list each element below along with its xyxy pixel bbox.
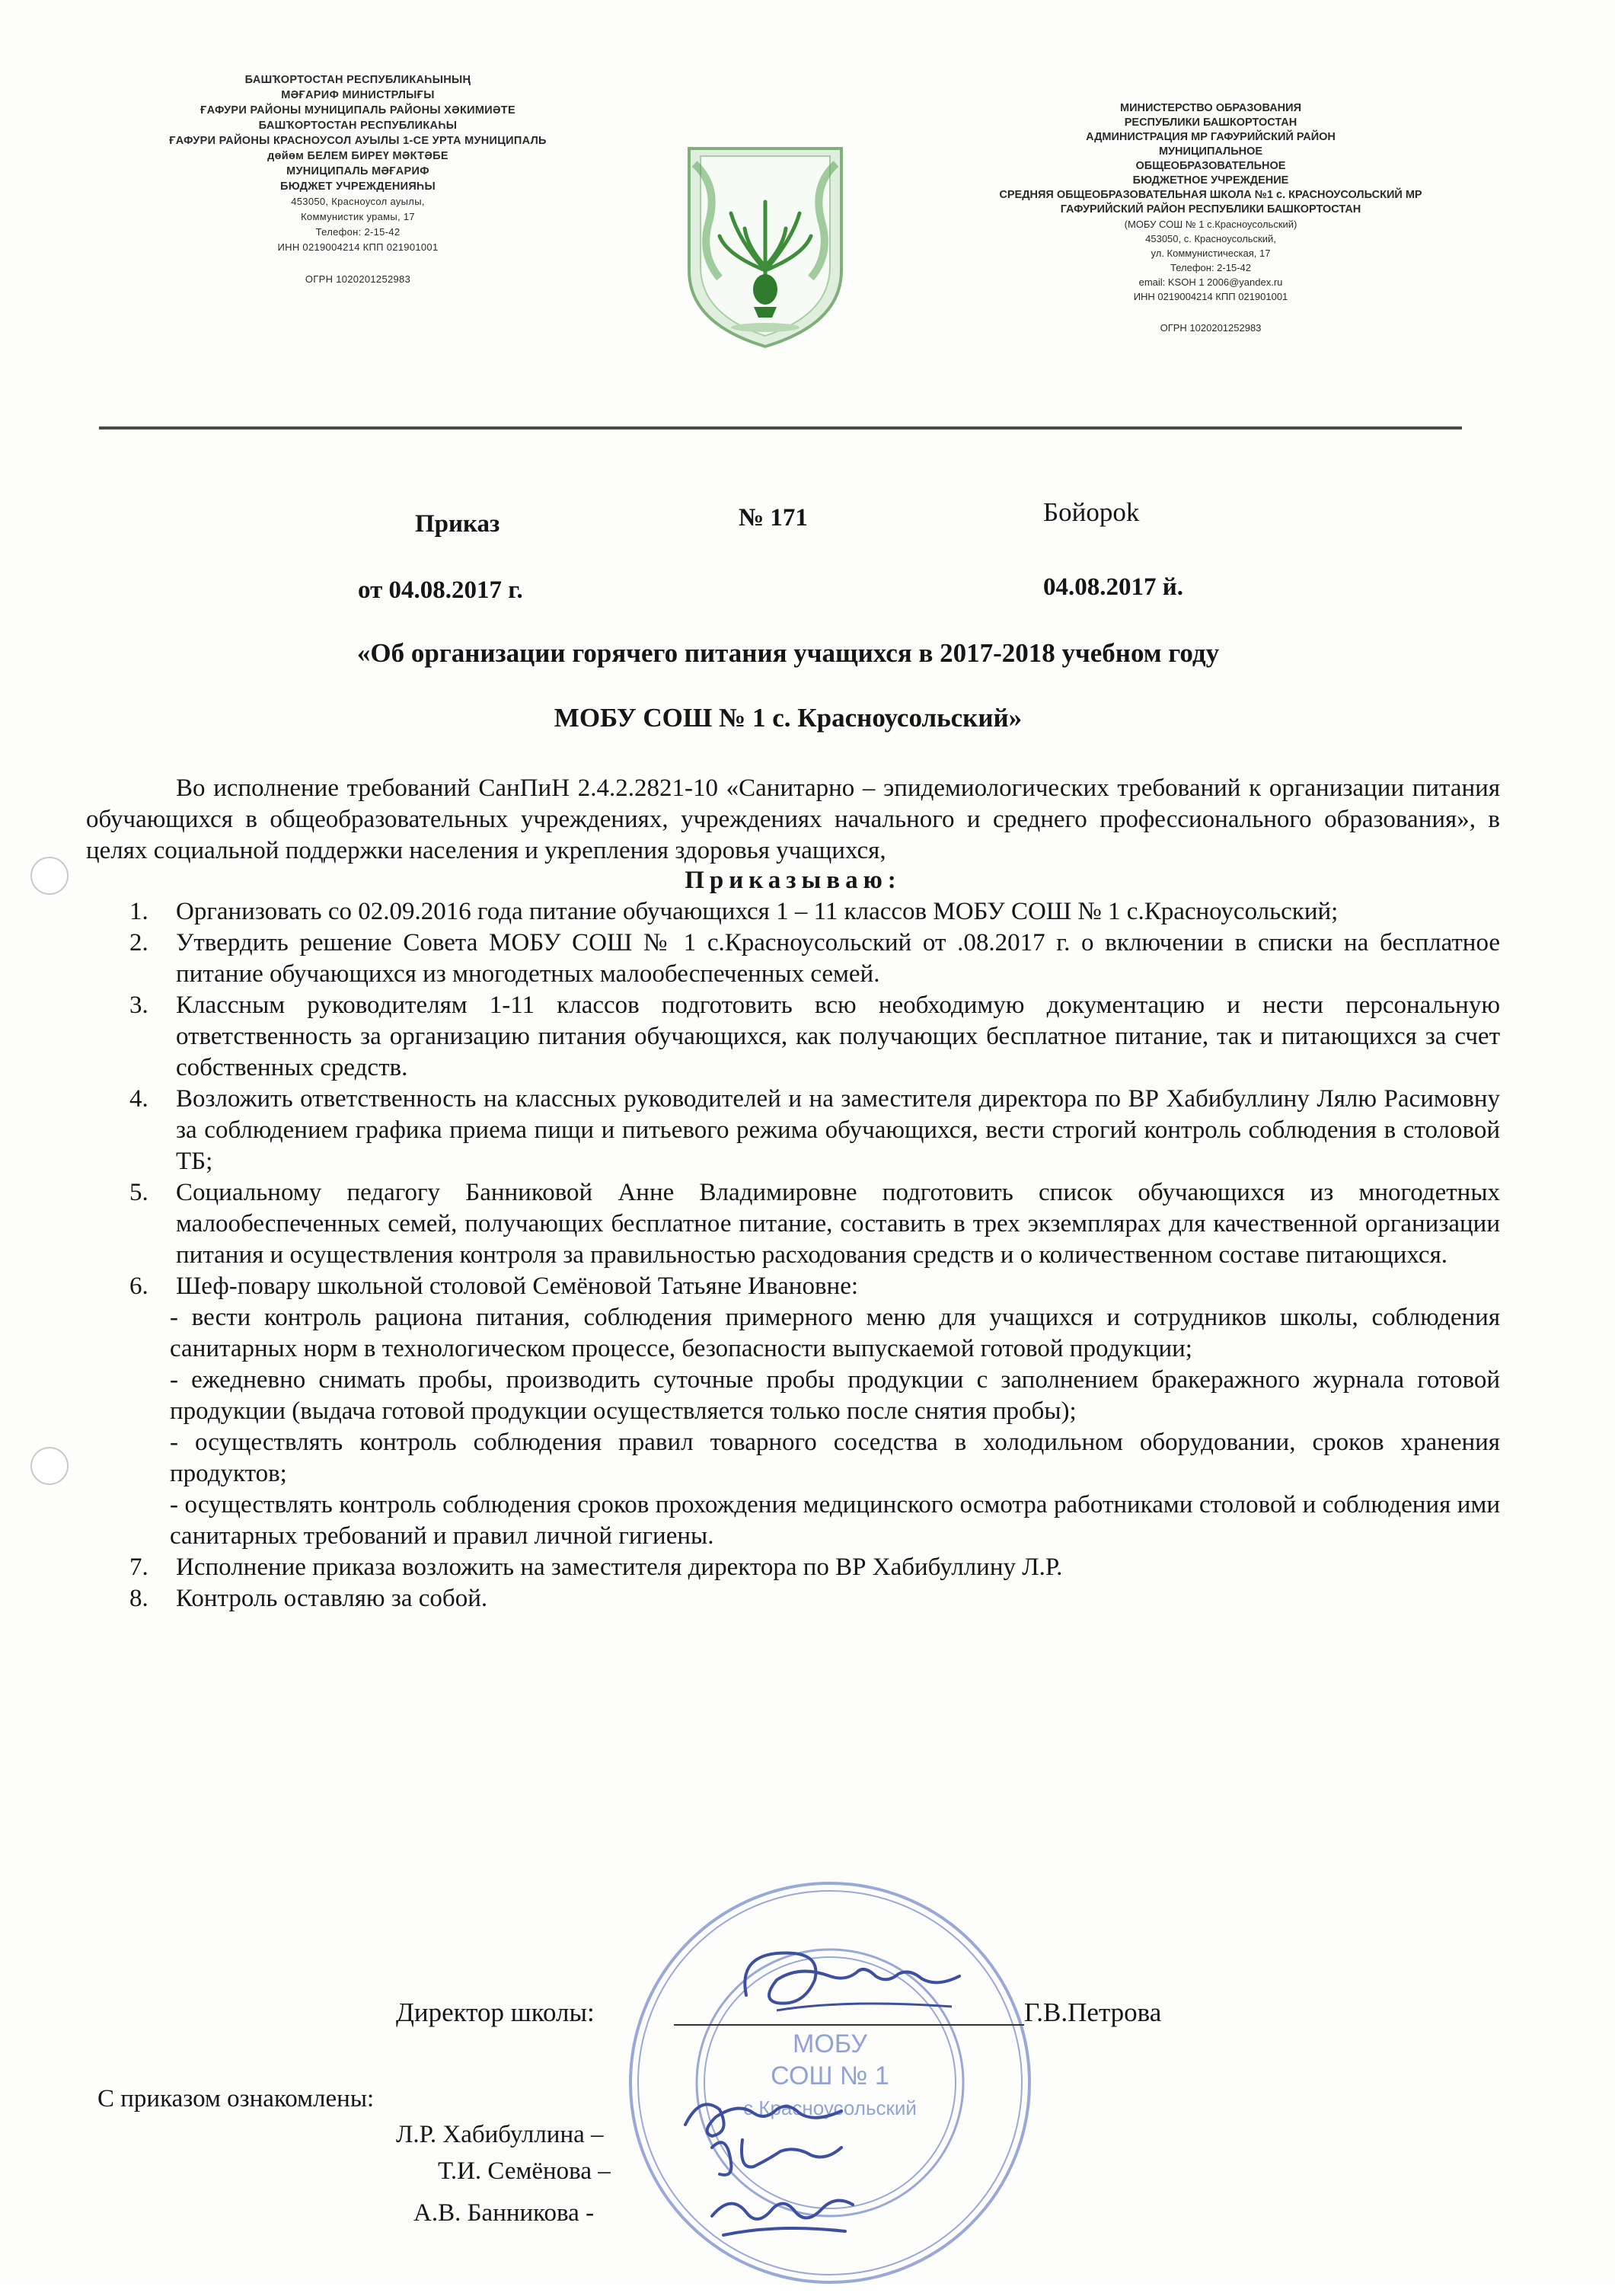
order-number: № 171: [739, 504, 808, 532]
header-left-line: БАШҠОРТОСТАН РЕСПУБЛИКАҺЫ: [258, 120, 458, 132]
signature-line: [674, 2024, 1024, 2026]
header-left-line: ҒАФУРИ РАЙОНЫ КРАСНОУСОЛ АУЫЛЫ 1-СЕ УРТА МУНИЦИПАЛЬ: [169, 135, 547, 147]
order-date-bashkir: 04.08.2017 й.: [1043, 573, 1184, 601]
header-divider: [99, 426, 1462, 430]
order-date: от 04.08.2017 г.: [358, 576, 523, 604]
header-right-line: МУНИЦИПАЛЬНОЕ: [1158, 145, 1263, 158]
header-left-line: ҒАФУРИ РАЙОНЫ МУНИЦИПАЛЬ РАЙОНЫ ХӘКИМИӘТЕ: [200, 104, 515, 117]
order-word-bashkir: Бойорok: [1043, 497, 1140, 527]
header-left-line: БЮДЖЕТ УЧРЕЖДЕНИЯҺЫ: [279, 180, 436, 193]
stamp-center-text: СОШ № 1: [771, 2061, 889, 2090]
signature-icon: [701, 2178, 860, 2254]
header-left-line: Телефон: 2-15-42: [315, 226, 401, 238]
header-left-line: ИНН 0219004214 КПП 021901001: [277, 241, 439, 253]
header-right-line: СРЕДНЯЯ ОБЩЕОБРАЗОВАТЕЛЬНАЯ ШКОЛА №1 с. КРАСНОУСОЛЬСКИЙ МР: [999, 189, 1422, 201]
header-right-line: ОБЩЕОБРАЗОВАТЕЛЬНОЕ: [1135, 160, 1286, 172]
header-right-line: РЕСПУБЛИКИ БАШКОРТОСТАН: [1124, 117, 1297, 129]
header-left-line: дөйөм БЕЛЕМ БИРЕҮ МӘКТӘБЕ: [267, 150, 448, 162]
order-subitem: - осуществлять контроль соблюдения правил товарного соседства в холодильном оборудовании, сроков хранения продуктов;: [170, 1429, 1500, 1487]
document-body: [86, 773, 1500, 1614]
director-label: Директор школы:: [396, 1997, 595, 2027]
order-item: 1. Организовать со 02.09.2016 года питание обучающихся 1 – 11 классов МОБУ СОШ № 1 с.Красноусольский;: [129, 898, 1339, 925]
order-subitem: - осуществлять контроль соблюдения сроков прохождения медицинского осмотра работниками столовой и соблюдения ими санитарных требований и правил личной гигиены.: [170, 1491, 1500, 1550]
header-right-line: ул. Коммунистическая, 17: [1151, 247, 1271, 259]
header-right-line: ИНН 0219004214 КПП 021901001: [1133, 291, 1288, 302]
acknowledged-person: А.В. Банникова -: [413, 2199, 595, 2227]
header-right-ogrn: ОГРН 1020201252983: [1160, 322, 1262, 334]
acknowledged-label: С приказом ознакомлены:: [97, 2085, 375, 2112]
order-subitem: - вести контроль рациона питания, соблюдения примерного меню для учащихся и сотрудников школы, соблюдения санитарных норм в технологическом процессе, безопасности выпускаемой готовой продукции;: [170, 1304, 1500, 1362]
prikazyvayu-heading: Приказываю:: [685, 867, 902, 894]
coat-of-arms-icon: [678, 141, 853, 350]
punch-hole: [30, 1447, 69, 1485]
order-subitem: - ежедневно снимать пробы, производить суточные пробы продукции с заполнением бракеражного журнала готовой продукции (выдача готовой продукции осуществляется только после снятия пробы);: [170, 1366, 1500, 1425]
header-right-line: БЮДЖЕТНОЕ УЧРЕЖДЕНИЕ: [1132, 174, 1289, 187]
header-left: [84, 72, 632, 287]
preamble: Во исполнение требований СанПиН 2.4.2.2821-10 «Санитарно – эпидемиологических требований к организации питания обучающихся в общеобразовательных учреждениях, учреждениях начального и среднего профессионального образования», в целях социальной поддержки населения и укрепления здоровья учащихся,: [86, 774, 1500, 864]
director-name: Г.В.Петрова: [1024, 1997, 1162, 2027]
order-item: 5. Социальному педагогу Банниковой Анне Владимировне подготовить список обучающихся из многодетных малообеспеченных семей, получающих бесплатное питание, составить в трех экземплярах для качественной организации питания и осуществления контроля за правильностью расходования средств и о количественном составе питающихся.: [129, 1179, 1500, 1269]
acknowledged-person: Л.Р. Хабибуллина –: [396, 2121, 604, 2148]
document-title: «Об организации горячего питания учащихся в 2017-2018 учебном году: [356, 638, 1220, 668]
header-right-line: ГАФУРИЙСКИЙ РАЙОН РЕСПУБЛИКИ БАШКОРТОСТАН: [1060, 203, 1361, 216]
order-item: 3. Классным руководителям 1-11 классов подготовить всю необходимую документацию и нести персональную ответственность за организацию питания обучающихся, как получающих бесплатное питание, так и питающихся за счет собственных средств.: [129, 992, 1500, 1081]
order-item: 2. Утвердить решение Совета МОБУ СОШ № 1 с.Красноусольский от .08.2017 г. о включении в списки на бесплатное питание обучающихся из многодетных малообеспеченных семей.: [129, 929, 1500, 988]
header-left-line: 453050, Красноусол ауылы,: [291, 196, 425, 207]
header-right: [937, 101, 1485, 335]
header-right-line: АДМИНИСТРАЦИЯ МР ГАФУРИЙСКИЙ РАЙОН: [1086, 131, 1336, 143]
director-signature-icon: [731, 1934, 975, 2033]
stamp-center-text: с.Красноусольский: [743, 2096, 917, 2119]
header-right-line: (МОБУ СОШ № 1 с.Красноусольский): [1124, 219, 1297, 230]
acknowledged-person: Т.И. Семёнова –: [438, 2157, 611, 2185]
order-item: 4. Возложить ответственность на классных руководителей и на заместителя директора по ВР Хабибуллину Лялю Расимовну за соблюдением графика приема пищи и питьевого режима обучающихся, вести строгий контроль соблюдения в столовой ТБ;: [129, 1085, 1500, 1175]
header-left-line: МУНИЦИПАЛЬ МӘҒАРИФ: [286, 165, 429, 177]
stamp-center-text: МОБУ: [793, 2029, 867, 2058]
order-item: 7. Исполнение приказа возложить на заместителя директора по ВР Хабибуллину Л.Р.: [129, 1554, 1063, 1581]
header-right-line: Телефон: 2-15-42: [1170, 262, 1251, 273]
header-left-line: Коммунистик урамы, 17: [301, 211, 415, 222]
header-left-ogrn: ОГРН 1020201252983: [305, 273, 411, 285]
order-word: Приказ: [415, 510, 500, 538]
header-right-email: email: KSOH 1 2006@yandex.ru: [1138, 276, 1283, 288]
header-right-line: МИНИСТЕРСТВО ОБРАЗОВАНИЯ: [1119, 102, 1301, 114]
order-item: 6. Шеф-повару школьной столовой Семёновой Татьяне Ивановне:: [129, 1273, 859, 1300]
order-item: 8. Контроль оставляю за собой.: [129, 1585, 488, 1612]
punch-hole: [30, 857, 69, 895]
header-left-line: МӘҒАРИФ МИНИСТРЛЫҒЫ: [281, 89, 435, 101]
header-right-line: 453050, с. Красноусольский,: [1145, 233, 1276, 244]
header-left-line: БАШҠОРТОСТАН РЕСПУБЛИКАҺЫНЫҢ: [244, 74, 471, 86]
document-title-line2: МОБУ СОШ № 1 с. Красноусольский»: [554, 703, 1023, 733]
